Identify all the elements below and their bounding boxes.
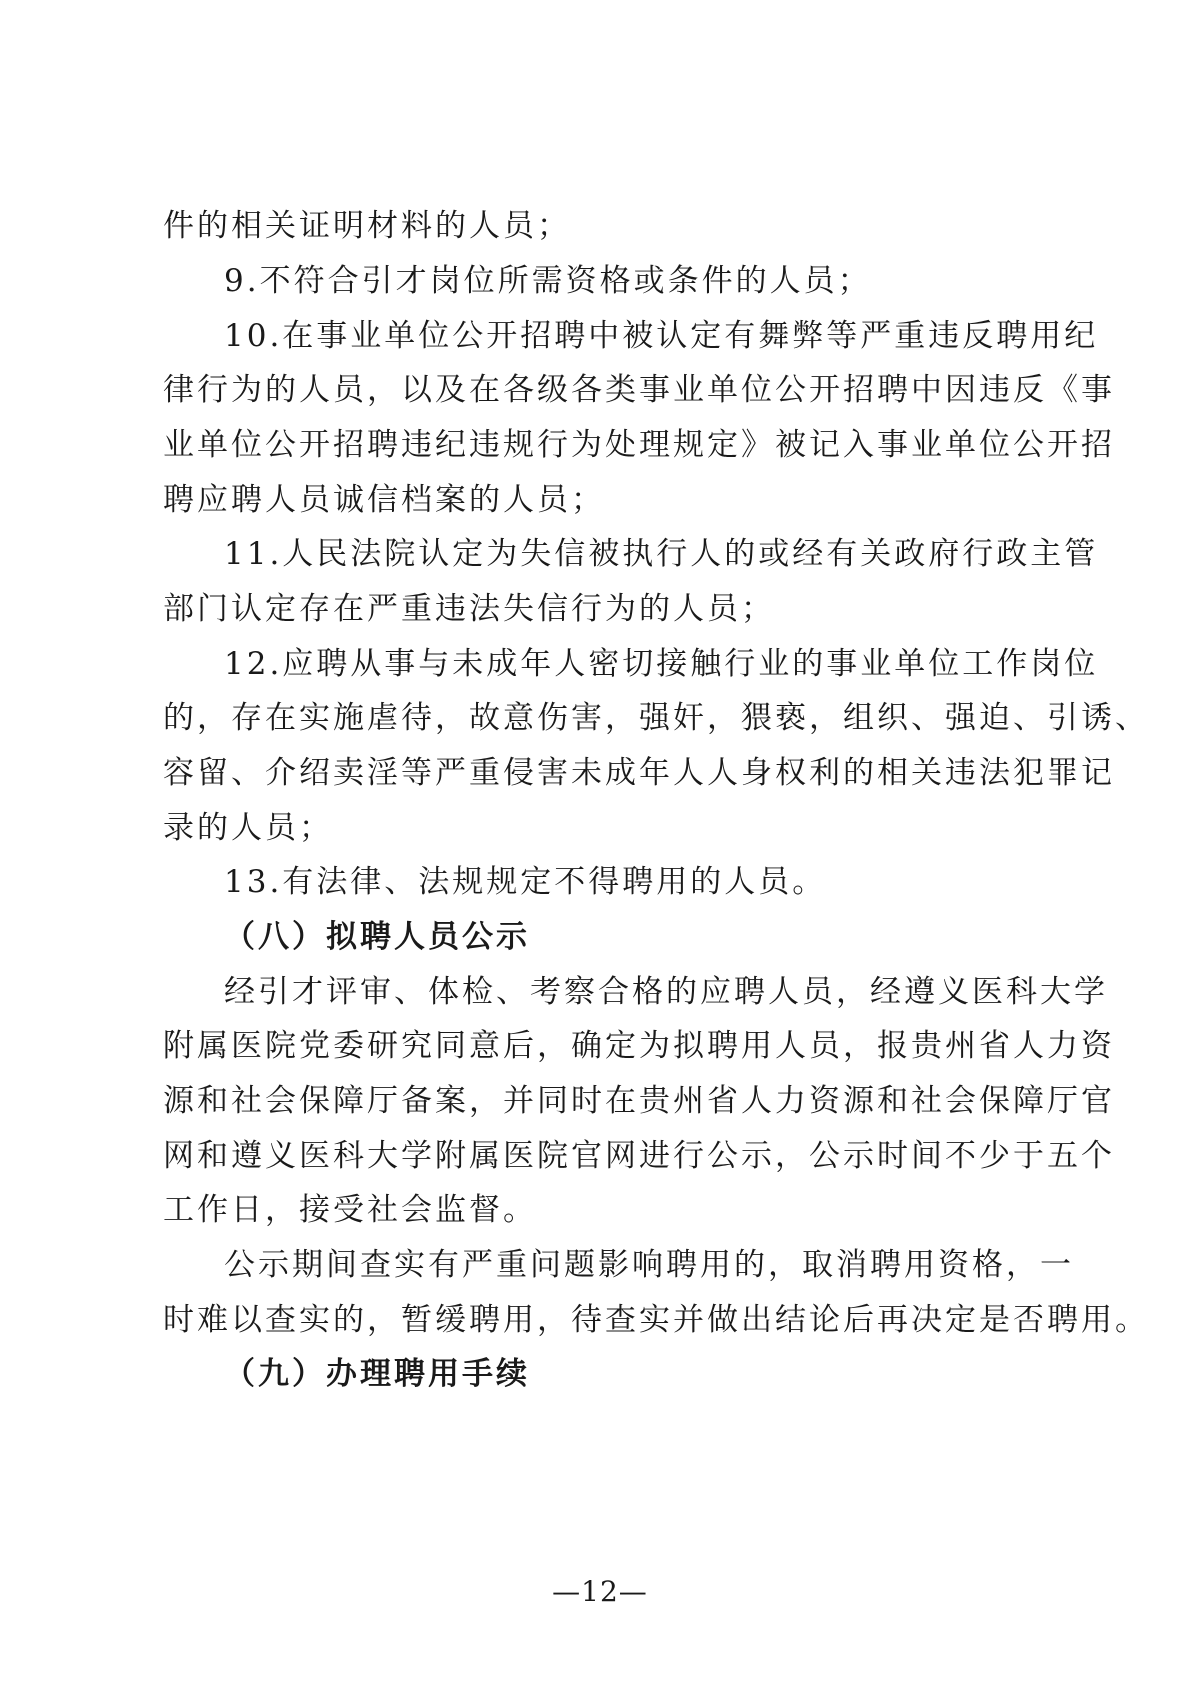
paragraph-verification-line-2: 时难以查实的，暂缓聘用，待查实并做出结论后再决定是否聘用。 bbox=[163, 1302, 1149, 1338]
page-number: —12— bbox=[552, 1575, 648, 1608]
item-13: 13.有法律、法规规定不得聘用的人员。 bbox=[224, 864, 827, 900]
item-11-line-1: 11.人民法院认定为失信被执行人的或经有关政府行政主管 bbox=[224, 536, 1099, 572]
paragraph-publicity-line-1: 经引才评审、体检、考察合格的应聘人员，经遵义医科大学 bbox=[224, 974, 1108, 1010]
item-10-line-1: 10.在事业单位公开招聘中被认定有舞弊等严重违反聘用纪 bbox=[224, 318, 1099, 354]
paragraph-publicity-line-2: 附属医院党委研究同意后，确定为拟聘用人员，报贵州省人力资 bbox=[163, 1028, 1115, 1064]
item-12-line-4: 录的人员； bbox=[163, 810, 333, 846]
paragraph-publicity-line-3: 源和社会保障厅备案，并同时在贵州省人力资源和社会保障厅官 bbox=[163, 1083, 1115, 1119]
section-heading-9: （九）办理聘用手续 bbox=[224, 1356, 530, 1392]
paragraph-publicity-line-5: 工作日，接受社会监督。 bbox=[163, 1192, 537, 1228]
section-heading-8: （八）拟聘人员公示 bbox=[224, 919, 530, 955]
item-10-line-2: 律行为的人员，以及在各级各类事业单位公开招聘中因违反《事 bbox=[163, 372, 1115, 408]
item-10-line-4: 聘应聘人员诚信档案的人员； bbox=[163, 482, 605, 518]
item-12-line-3: 容留、介绍卖淫等严重侵害未成年人人身权利的相关违法犯罪记 bbox=[163, 755, 1115, 791]
item-10-line-3: 业单位公开招聘违纪违规行为处理规定》被记入事业单位公开招 bbox=[163, 427, 1115, 463]
item-12-line-2: 的，存在实施虐待，故意伤害，强奸，猥亵，组织、强迫、引诱、 bbox=[163, 700, 1149, 736]
paragraph-publicity-line-4: 网和遵义医科大学附属医院官网进行公示，公示时间不少于五个 bbox=[163, 1138, 1115, 1174]
item-9: 9.不符合引才岗位所需资格或条件的人员； bbox=[224, 263, 872, 299]
item-11-line-2: 部门认定存在严重违法失信行为的人员； bbox=[163, 591, 775, 627]
text-line-1: 件的相关证明材料的人员； bbox=[163, 208, 571, 244]
item-12-line-1: 12.应聘从事与未成年人密切接触行业的事业单位工作岗位 bbox=[224, 646, 1099, 682]
paragraph-verification-line-1: 公示期间查实有严重问题影响聘用的，取消聘用资格，一 bbox=[224, 1247, 1074, 1283]
